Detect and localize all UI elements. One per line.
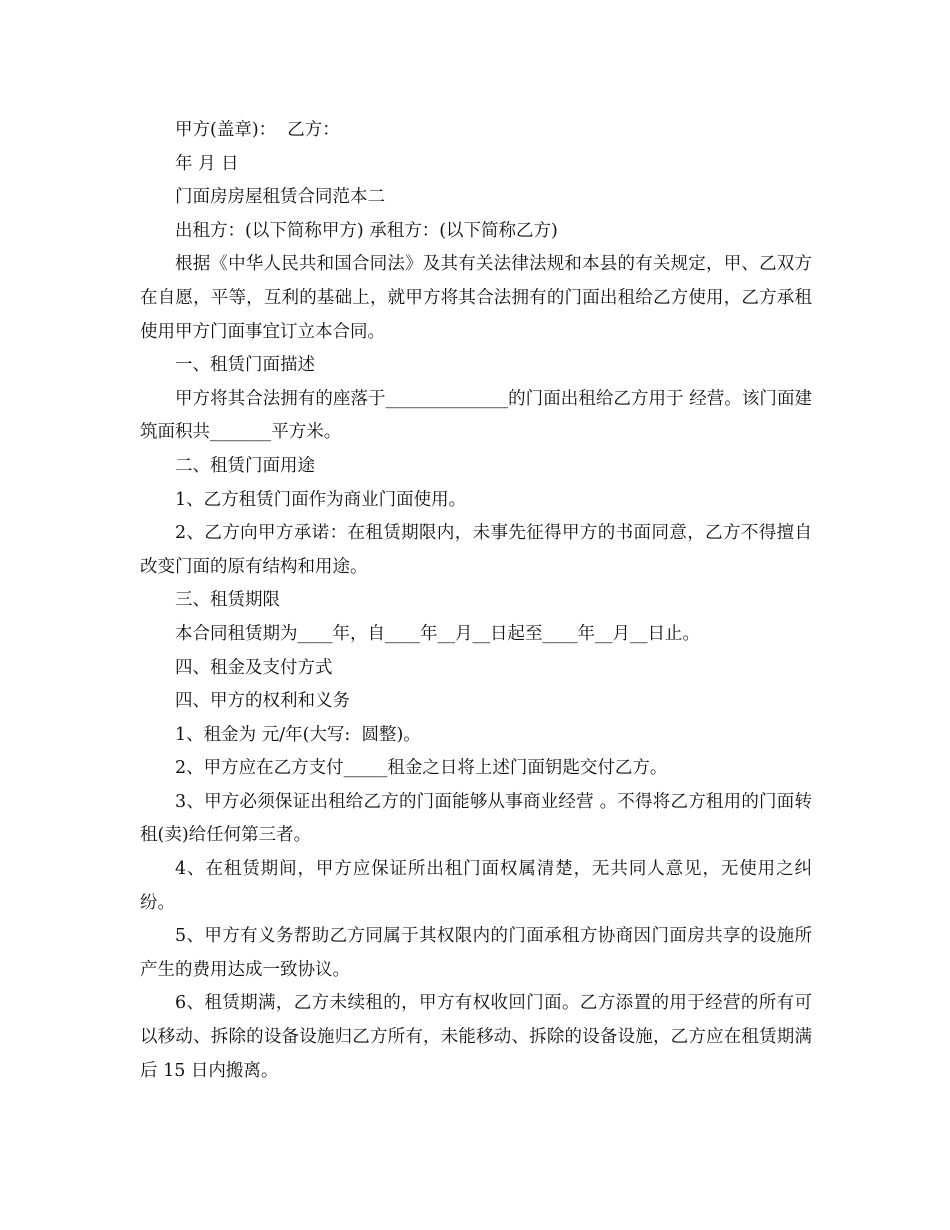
document-body xyxy=(140,114,812,1088)
contract-title: 门面房房屋租赁合同范本二 xyxy=(175,187,385,208)
section-heading: 四、租金及支付方式 xyxy=(175,657,333,678)
date-line: 年 月 日 xyxy=(175,153,239,174)
section-heading: 二、租赁门面用途 xyxy=(175,455,315,476)
parties-line: 出租方：(以下简称甲方) 承租方：(以下简称乙方) xyxy=(175,220,558,241)
section-heading: 四、甲方的权利和义务 xyxy=(175,691,350,712)
preamble-paragraph: 根据《中华人民共和国合同法》及其有关法律法规和本县的有关规定，甲、乙双方在自愿，平等，互利的基础上，就甲方将其合法拥有的门面出租给乙方使用，乙方承租使用甲方门面事宜订立本合同。 xyxy=(140,254,812,342)
clause-paragraph: 2、乙方向甲方承诺：在租赁期限内，未事先征得甲方的书面同意，乙方不得擅自改变门面的原有结构和用途。 xyxy=(140,523,812,577)
clause-paragraph: 3、甲方必须保证出租给乙方的门面能够从事商业经营 。不得将乙方租用的门面转租(卖)给任何第三者。 xyxy=(140,791,812,846)
clause-paragraph: 4、在租赁期间，甲方应保证所出租门面权属清楚，无共同人意见，无使用之纠纷。 xyxy=(140,859,812,913)
clause-paragraph: 甲方将其合法拥有的座落于______________的门面出租给乙方用于 经营。该门面建筑面积共_______平方米。 xyxy=(140,388,812,443)
clause-paragraph: 1、租金为 元/年(大写: 圆整)。 xyxy=(175,724,421,745)
signature-line: 甲方(盖章)： 乙方： xyxy=(175,120,340,140)
section-heading: 三、租赁期限 xyxy=(175,590,280,611)
clause-paragraph: 5、甲方有义务帮助乙方同属于其权限内的门面承租方协商因门面房共享的设施所产生的费用达成一致协议。 xyxy=(140,926,812,980)
clause-paragraph: 2、甲方应在乙方支付_____租金之日将上述门面钥匙交付乙方。 xyxy=(175,758,668,779)
clause-paragraph: 6、租赁期满，乙方未续租的，甲方有权收回门面。乙方添置的用于经营的所有可以移动、拆除的设备设施归乙方所有，未能移动、拆除的设备设施，乙方应在租赁期满后 15 日内搬离。 xyxy=(140,993,812,1081)
clause-paragraph: 1、乙方租赁门面作为商业门面使用。 xyxy=(175,489,467,510)
clause-paragraph: 本合同租赁期为____年，自____年__月__日起至____年__月__日止。 xyxy=(175,623,700,644)
section-heading: 一、租赁门面描述 xyxy=(175,355,315,376)
